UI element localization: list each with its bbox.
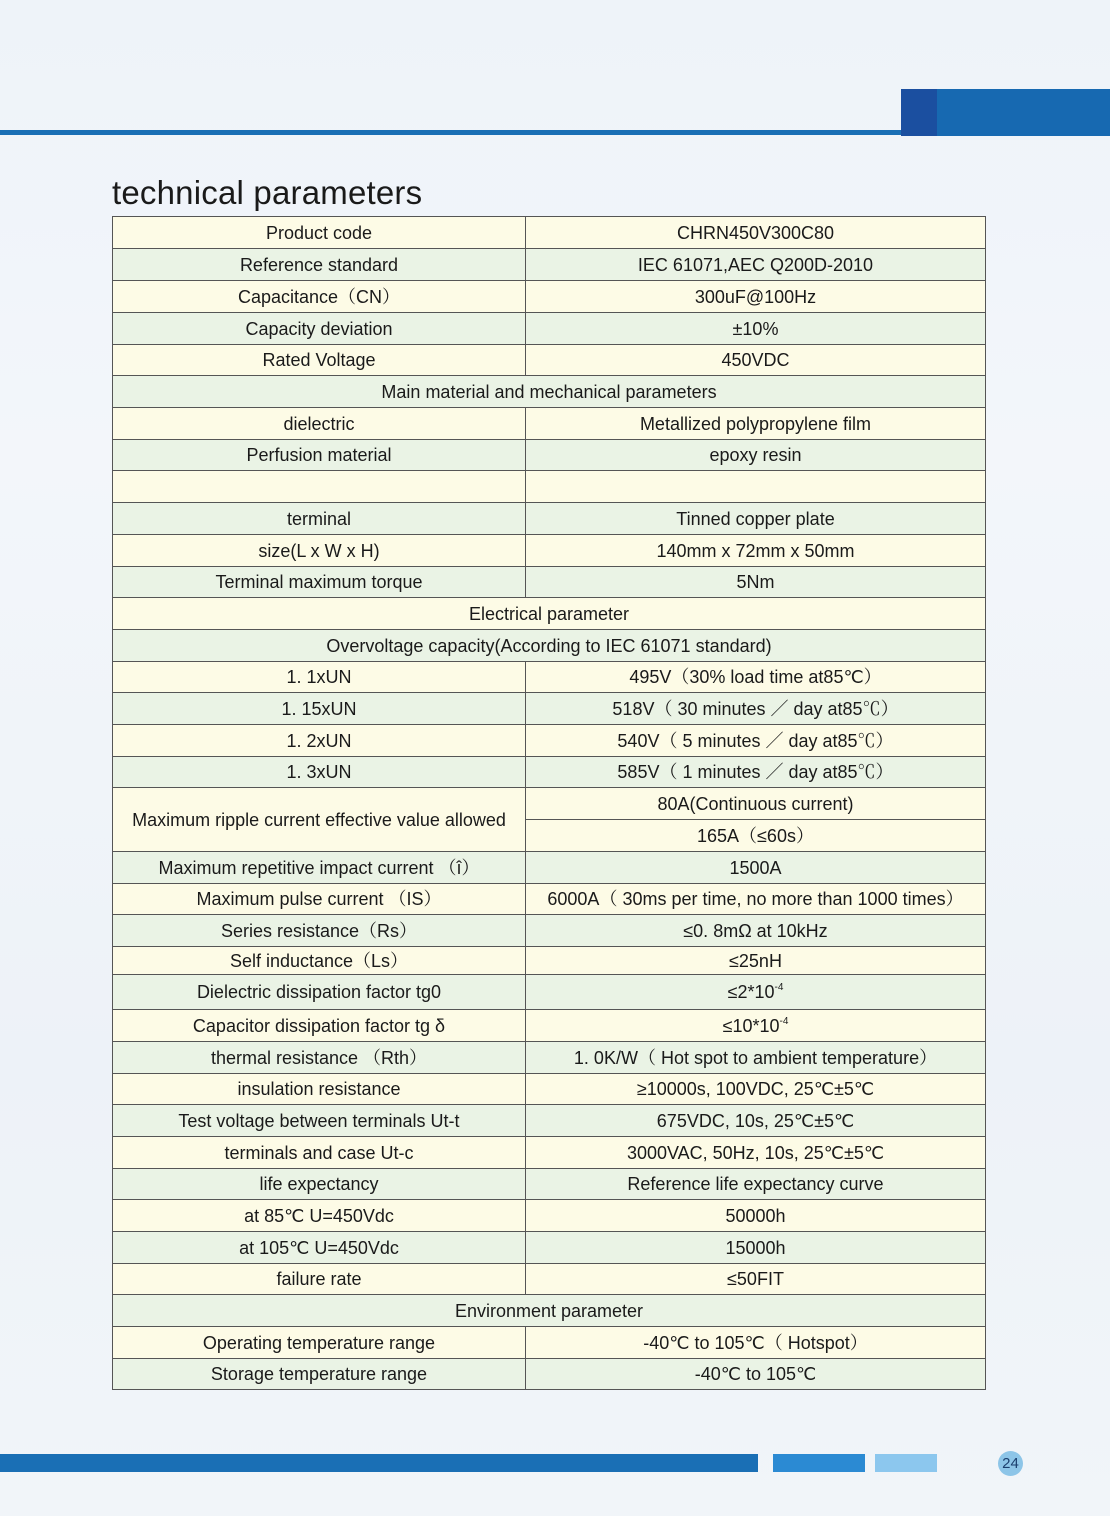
param-name: Maximum pulse current （IS） [113, 884, 526, 915]
param-name: thermal resistance （Rth） [113, 1042, 526, 1074]
section-title: Overvoltage capacity(According to IEC 61071 standard) [113, 630, 986, 662]
param-name: Reference standard [113, 249, 526, 281]
value-text: ≤10*10 [722, 1015, 780, 1036]
param-value: 3000VAC, 50Hz, 10s, 25℃±5℃ [526, 1137, 986, 1169]
exponent: -4 [779, 1015, 789, 1027]
param-value: 450VDC [526, 345, 986, 376]
footer-accent-block [773, 1454, 865, 1472]
param-value: 50000h [526, 1200, 986, 1232]
param-name: Storage temperature range [113, 1359, 526, 1390]
param-name: at 85℃ U=450Vdc [113, 1200, 526, 1232]
table-row [113, 345, 986, 376]
table-row [113, 693, 986, 725]
param-name: Capacity deviation [113, 313, 526, 345]
param-name: size(L x W x H) [113, 535, 526, 567]
table-row [113, 503, 986, 535]
param-name [113, 471, 526, 503]
empty-row [113, 471, 986, 503]
table-row [113, 725, 986, 757]
table-row [113, 1359, 986, 1390]
table-row [113, 408, 986, 440]
param-value: 675VDC, 10s, 25℃±5℃ [526, 1105, 986, 1137]
param-value: epoxy resin [526, 440, 986, 471]
param-name: dielectric [113, 408, 526, 440]
param-value: 1500A [526, 852, 986, 884]
param-name: Self inductance（Ls） [113, 947, 526, 975]
param-name: Rated Voltage [113, 345, 526, 376]
section-header-row [113, 598, 986, 630]
param-name: Terminal maximum torque [113, 567, 526, 598]
param-value [526, 975, 986, 1010]
param-value: ±10% [526, 313, 986, 345]
param-value: 165A（≤60s） [526, 820, 986, 852]
param-name: Capacitance（CN） [113, 281, 526, 313]
param-value: -40℃ to 105℃ [526, 1359, 986, 1390]
parameters-table [112, 216, 986, 1390]
param-name: Test voltage between terminals Ut-t [113, 1105, 526, 1137]
table-row [113, 1327, 986, 1359]
table-row [113, 915, 986, 947]
table-row [113, 1010, 986, 1042]
param-name: failure rate [113, 1264, 526, 1295]
table-row [113, 249, 986, 281]
section-header-row [113, 630, 986, 662]
table-row [113, 1264, 986, 1295]
param-value: 300uF@100Hz [526, 281, 986, 313]
param-name: insulation resistance [113, 1074, 526, 1105]
table-row [113, 281, 986, 313]
header-accent-block [937, 89, 1110, 136]
header-rule [0, 130, 902, 135]
section-title: Electrical parameter [113, 598, 986, 630]
param-value: 140mm x 72mm x 50mm [526, 535, 986, 567]
param-name: 1. 1xUN [113, 662, 526, 693]
table-row [113, 1232, 986, 1264]
table-row [113, 217, 986, 249]
param-name: 1. 15xUN [113, 693, 526, 725]
param-value: 1. 0K/W（ Hot spot to ambient temperature） [526, 1042, 986, 1074]
param-name: Product code [113, 217, 526, 249]
table-row [113, 440, 986, 471]
footer-rule [0, 1454, 758, 1472]
param-value: 6000A（ 30ms per time, no more than 1000 times） [526, 884, 986, 915]
table-row [113, 1137, 986, 1169]
param-value: ≤50FIT [526, 1264, 986, 1295]
table-row [113, 535, 986, 567]
table-row [113, 1105, 986, 1137]
param-value [526, 1010, 986, 1042]
table-row [113, 1200, 986, 1232]
param-value: 80A(Continuous current) [526, 788, 986, 820]
param-value: ≤25nH [526, 947, 986, 975]
param-value [526, 471, 986, 503]
param-value: Metallized polypropylene film [526, 408, 986, 440]
param-name: terminals and case Ut-c [113, 1137, 526, 1169]
section-title: Environment parameter [113, 1295, 986, 1327]
param-value: Reference life expectancy curve [526, 1169, 986, 1200]
section-title: Main material and mechanical parameters [113, 376, 986, 408]
param-value: 540V（ 5 minutes ／ day at85℃） [526, 725, 986, 757]
param-value: -40℃ to 105℃（ Hotspot） [526, 1327, 986, 1359]
table-row [113, 1074, 986, 1105]
param-name: Capacitor dissipation factor tg δ [113, 1010, 526, 1042]
param-value: 15000h [526, 1232, 986, 1264]
section-header-row [113, 1295, 986, 1327]
param-name: Series resistance（Rs） [113, 915, 526, 947]
table-row [113, 884, 986, 915]
table-row [113, 1169, 986, 1200]
param-value: ≤0. 8mΩ at 10kHz [526, 915, 986, 947]
table-row [113, 757, 986, 788]
page-number: 24 [998, 1451, 1023, 1476]
value-text: ≤2*10 [727, 982, 775, 1002]
param-name: Dielectric dissipation factor tg0 [113, 975, 526, 1010]
param-value: Tinned copper plate [526, 503, 986, 535]
page-title: technical parameters [112, 174, 423, 211]
header-accent-block-dark [901, 89, 938, 136]
param-name: life expectancy [113, 1169, 526, 1200]
table-row [113, 975, 986, 1010]
table-row [113, 567, 986, 598]
param-name: 1. 2xUN [113, 725, 526, 757]
table-row [113, 313, 986, 345]
param-value: IEC 61071,AEC Q200D-2010 [526, 249, 986, 281]
table-row [113, 947, 986, 975]
param-value: CHRN450V300C80 [526, 217, 986, 249]
table-row [113, 662, 986, 693]
param-name: Operating temperature range [113, 1327, 526, 1359]
exponent: -4 [774, 982, 784, 993]
param-value: 5Nm [526, 567, 986, 598]
param-value: 495V（30% load time at85℃） [526, 662, 986, 693]
param-name: Perfusion material [113, 440, 526, 471]
param-value: 585V（ 1 minutes ／ day at85℃） [526, 757, 986, 788]
param-name: at 105℃ U=450Vdc [113, 1232, 526, 1264]
table-row [113, 788, 986, 820]
param-value: ≥10000s, 100VDC, 25℃±5℃ [526, 1074, 986, 1105]
table-row [113, 852, 986, 884]
param-value: 518V（ 30 minutes ／ day at85℃） [526, 693, 986, 725]
param-name: Maximum ripple current effective value allowed [113, 788, 526, 852]
footer-accent-block-light [875, 1454, 937, 1472]
section-header-row [113, 376, 986, 408]
param-name: Maximum repetitive impact current （î） [113, 852, 526, 884]
param-name: 1. 3xUN [113, 757, 526, 788]
table-row [113, 1042, 986, 1074]
param-name: terminal [113, 503, 526, 535]
